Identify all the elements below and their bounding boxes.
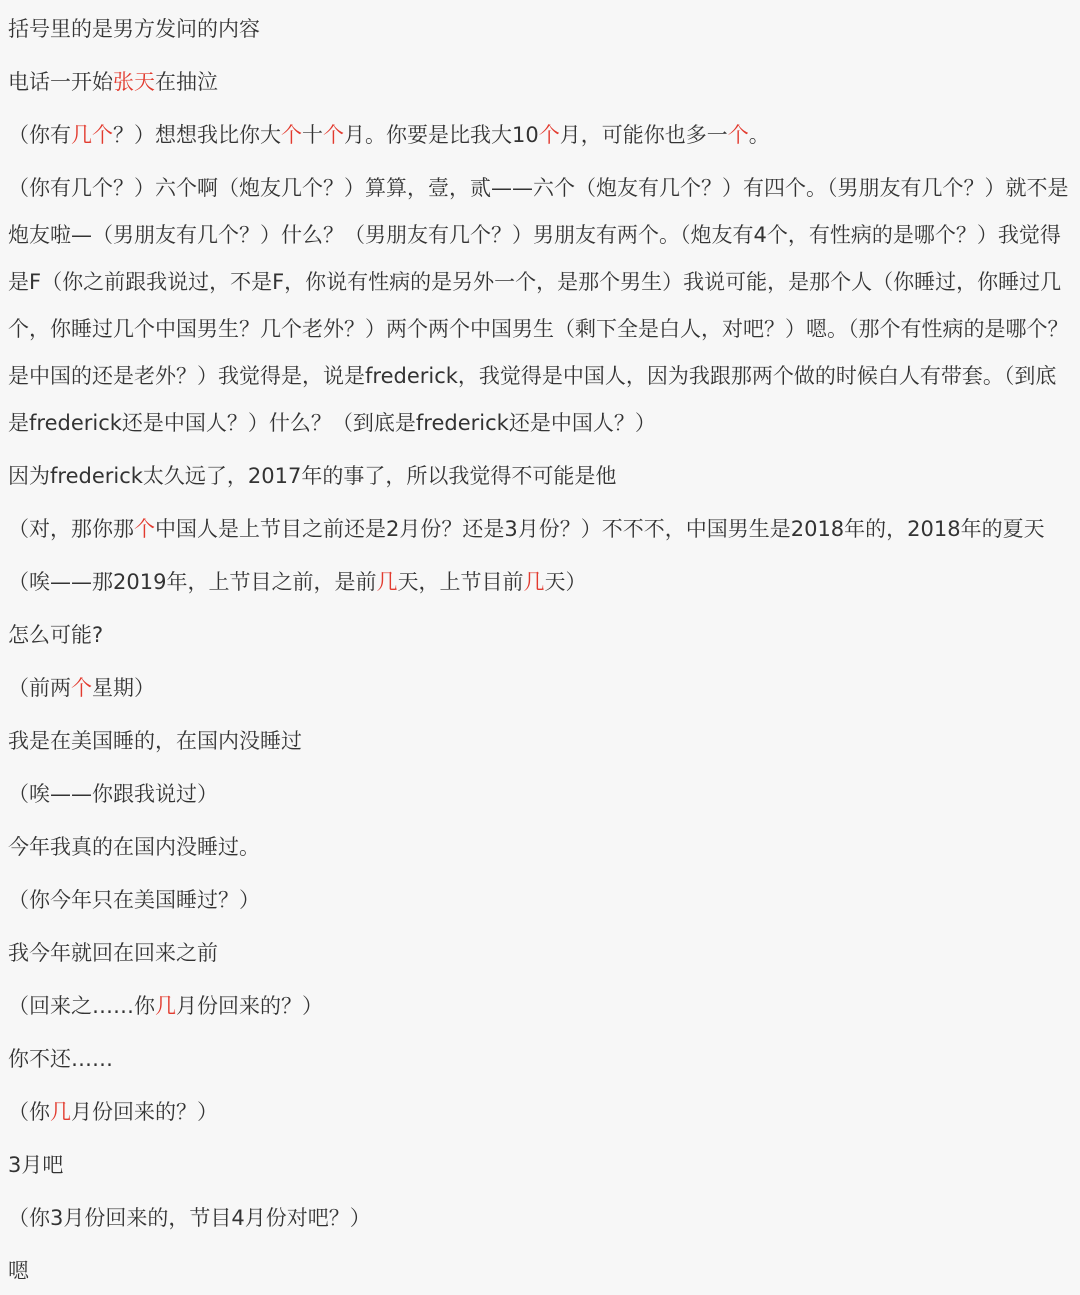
text-segment: 月，可能你也多一 — [559, 123, 728, 147]
paragraph-14 — [8, 924, 1070, 977]
paragraph-13 — [8, 871, 1070, 924]
text-segment: 括号里的是男方发问的内容 — [8, 17, 260, 41]
paragraph-10 — [8, 712, 1070, 765]
text-segment: 今年我真的在国内没睡过。 — [8, 835, 260, 859]
text-segment: ？）想想我比你大 — [113, 123, 281, 147]
text-segment: 月份回来的？） — [176, 994, 323, 1018]
paragraph-5 — [8, 447, 1070, 500]
paragraph-7 — [8, 553, 1070, 606]
highlighted-text: 个 — [323, 123, 344, 147]
text-segment: 天） — [544, 570, 587, 594]
text-segment: 因为frederick太久远了，2017年的事了，所以我觉得不可能是他 — [8, 464, 617, 488]
highlighted-text: 几 — [155, 994, 176, 1018]
text-segment: （前两 — [8, 676, 71, 700]
paragraph-9 — [8, 659, 1070, 712]
text-segment: （对，那你那 — [8, 517, 134, 541]
text-segment: 十 — [302, 123, 323, 147]
paragraph-18 — [8, 1136, 1070, 1189]
text-segment: （你有 — [8, 123, 71, 147]
paragraph-8 — [8, 606, 1070, 659]
paragraph-19 — [8, 1189, 1070, 1242]
text-segment: 天，上节目前 — [397, 570, 524, 594]
highlighted-text: 张天 — [113, 70, 155, 94]
paragraph-15 — [8, 977, 1070, 1030]
paragraph-6 — [8, 500, 1070, 553]
paragraph-20 — [8, 1242, 1070, 1295]
text-segment: （你有几个？）六个啊（炮友几个？）算算，壹，贰——六个（炮友有几个？）有四个。（男朋友有几个？）就不是炮友啦—（男朋友有几个？）什么？（男朋友有几个？）男朋友有两个。（炮友有4个，有性病的是哪个？）我觉得是F（你之前跟我说过，不是F，你说有性病的是另外一个，是那个男生）我说可能，是那个人（你睡过，你睡过几个，你睡过几个中国男生？几个老外？）两个两个中国男生（剩下全是白人，对吧？）嗯。（那个有性病的是哪个？是中国的还是老外？）我觉得是，说是frederick，我觉得是中国人，因为我跟那两个做的时候白人有带套。（到底是frederick还是中国人？）什么？（到底是frederick还是中国人？） — [8, 176, 1069, 435]
text-segment: （你 — [8, 1100, 50, 1124]
highlighted-text: 几 — [376, 570, 398, 594]
highlighted-text: 几个 — [71, 123, 113, 147]
text-segment: 我是在美国睡的，在国内没睡过 — [8, 729, 302, 753]
text-segment: 。 — [748, 123, 770, 147]
text-segment: 3月吧 — [8, 1153, 64, 1177]
paragraph-12 — [8, 818, 1070, 871]
text-segment: （回来之……你 — [8, 994, 155, 1018]
text-segment: 中国人是上节目之前还是2月份？还是3月份？）不不不，中国男生是2018年的，2018年的夏天 — [155, 517, 1045, 541]
paragraph-3 — [8, 106, 1070, 159]
highlighted-text: 几 — [523, 570, 545, 594]
text-segment: 嗯 — [8, 1259, 29, 1283]
paragraph-17 — [8, 1083, 1070, 1136]
highlighted-text: 个 — [134, 517, 155, 541]
text-segment: （你3月份回来的，节目4月份对吧？） — [8, 1206, 371, 1230]
text-segment: 电话一开始 — [8, 70, 113, 94]
paragraph-4 — [8, 159, 1070, 447]
paragraph-1 — [8, 0, 1070, 53]
text-segment: 我今年就回在回来之前 — [8, 941, 218, 965]
text-segment: 你不还…… — [8, 1047, 113, 1071]
text-segment: （唉——你跟我说过） — [8, 782, 218, 806]
highlighted-text: 个 — [727, 123, 749, 147]
paragraph-11 — [8, 765, 1070, 818]
text-segment: （你今年只在美国睡过？） — [8, 888, 260, 912]
text-segment: 月份回来的？） — [71, 1100, 218, 1124]
highlighted-text: 个 — [538, 123, 560, 147]
highlighted-text: 个 — [281, 123, 302, 147]
highlighted-text: 个 — [71, 676, 92, 700]
highlighted-text: 几 — [50, 1100, 71, 1124]
text-segment: 怎么可能? — [8, 623, 104, 647]
paragraph-2 — [8, 53, 1070, 106]
text-segment: （唉——那2019年，上节目之前，是前 — [8, 570, 377, 594]
text-segment: 星期） — [92, 676, 155, 700]
text-segment: 在抽泣 — [155, 70, 218, 94]
paragraph-16 — [8, 1030, 1070, 1083]
text-segment: 月。你要是比我大10 — [344, 123, 539, 147]
